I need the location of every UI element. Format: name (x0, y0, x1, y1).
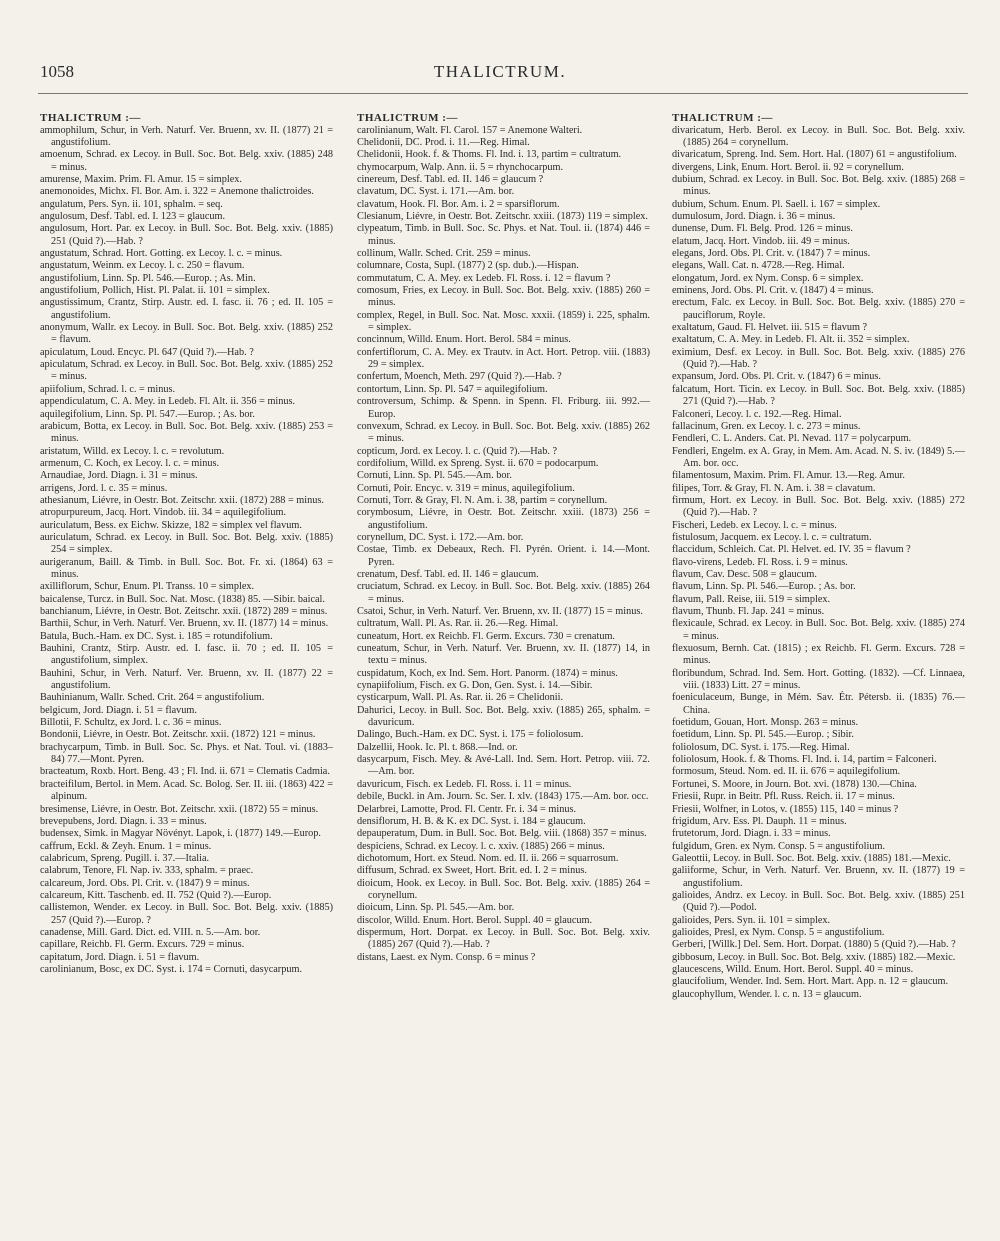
index-entry: Cornuti, Linn. Sp. Pl. 545.—Am. bor. (357, 470, 512, 482)
index-entry: galioides, Presl, ex Nym. Consp. 5 = angustifolium. (672, 926, 885, 938)
index-entry: Bauhini, Schur, in Verh. Naturf. Ver. Bruenn, xv. II. (1877) 22 = angustifolium. (40, 667, 333, 692)
index-entry: aquilegifolium, Linn. Sp. Pl. 547.—Europ. ; As. bor. (40, 408, 255, 420)
index-entry: Batula, Buch.-Ham. ex DC. Syst. i. 185 = rotundifolium. (40, 630, 273, 642)
index-entry: Bauhinianum, Wallr. Sched. Crit. 264 = angustifolium. (40, 692, 265, 704)
index-entry: controversum, Schimp. & Spenn. in Spenn. Fl. Friburg. iii. 992.—Europ. (357, 396, 650, 420)
index-entry: carolinianum, Bosc, ex DC. Syst. i. 174 = Cornuti, dasycarpum. (40, 963, 303, 975)
index-entry: Bondonii, Liévre, in Oestr. Bot. Zeitschr. xxii. (1872) 121 = minus. (40, 729, 316, 741)
index-entry: ammophilum, Schur, in Verh. Naturf. Ver. Bruenn, xv. II. (1877) 21 = angustifolium. (40, 124, 333, 148)
column-2 (357, 112, 650, 964)
index-entry: expansum, Jord. Obs. Pl. Crit. v. (1847) 6 = minus. (672, 371, 881, 383)
index-entry: gibbosum, Lecoy. in Bull. Soc. Bot. Belg. xxiv. (1885) 182.—Mexic. (672, 951, 956, 963)
index-entry: eminens, Jord. Obs. Pl. Crit. v. (1847) 4 = minus. (672, 285, 874, 297)
index-entry: dunense, Dum. Fl. Belg. Prod. 126 = minus. (672, 223, 853, 235)
index-entry: firmum, Hort. ex Lecoy. in Bull. Soc. Bot. Belg. xxiv. (1885) 272 (Quid ?).—Hab. ? (672, 494, 965, 519)
index-entry: davuricum, Fisch. ex Ledeb. Fl. Ross. i. 11 = minus. (357, 778, 572, 790)
index-entry: Dalzellii, Hook. Ic. Pl. t. 868.—Ind. or. (357, 741, 518, 753)
index-entry: concinnum, Willd. Enum. Hort. Berol. 584 = minus. (357, 334, 571, 346)
index-entry: Costae, Timb. ex Debeaux, Rech. Fl. Pyrén. Orient. i. 14.—Mont. Pyren. (357, 544, 650, 568)
index-entry: banchianum, Liévre, in Oestr. Bot. Zeitschr. xxii. (1872) 289 = minus. (40, 606, 328, 617)
index-entry: corynellum, DC. Syst. i. 172.—Am. bor. (357, 531, 524, 543)
index-entry: angustissimum, Crantz, Stirp. Austr. ed. I. fasc. ii. 76 ; ed. II. 105 = angustifolium. (40, 297, 333, 321)
index-entry: diffusum, Schrad. ex Sweet, Hort. Brit. ed. I. 2 = minus. (357, 865, 587, 877)
index-entry: calabricum, Spreng. Pugill. i. 37.—Italia. (40, 852, 210, 864)
index-entry: apiculatum, Loud. Encyc. Pl. 647 (Quid ?).—Hab. ? (40, 346, 254, 358)
index-entry: amurense, Maxim. Prim. Fl. Amur. 15 = simplex. (40, 173, 242, 185)
index-entry: flavo-virens, Ledeb. Fl. Ross. i. 9 = minus. (672, 556, 848, 568)
index-entry: corymbosum, Liévre, in Oestr. Bot. Zeitschr. xxiii. (1873) 256 = angustifolium. (357, 507, 650, 531)
index-entry: atropurpureum, Jacq. Hort. Vindob. iii. 34 = aquilegifolium. (40, 507, 287, 519)
index-entry: Fendleri, Engelm. ex A. Gray, in Mem. Am. Acad. N. S. iv. (1849) 5.—Am. bor. occ. (672, 445, 965, 469)
index-entry: complex, Regel, in Bull. Soc. Nat. Mosc. xxxii. (1859) i. 225, sphalm. = simplex. (357, 309, 650, 334)
index-entry: cruciatum, Schrad. ex Lecoy. in Bull. Soc. Bot. Belg. xxiv. (1885) 264 = minus. (357, 581, 650, 605)
index-entry: Dalingo, Buch.-Ham. ex DC. Syst. i. 175 = foliolosum. (357, 729, 584, 741)
index-entry: Chelidonii, DC. Prod. i. 11.—Reg. Himal. (357, 136, 530, 148)
index-entry: fistulosum, Jacquem. ex Lecoy. l. c. = cultratum. (672, 531, 872, 543)
index-entry: calcareum, Jord. Obs. Pl. Crit. v. (1847) 9 = minus. (40, 877, 250, 889)
index-entry: flavum, Linn. Sp. Pl. 546.—Europ. ; As. bor. (672, 581, 856, 593)
index-entry: divaricatum, Spreng. Ind. Sem. Hort. Hal. (1807) 61 = angustifolium. (672, 149, 957, 161)
index-entry: Fischeri, Ledeb. ex Lecoy. l. c. = minus. (672, 519, 837, 531)
index-entry: elongatum, Jord. ex Nym. Consp. 6 = simplex. (672, 272, 864, 284)
index-entry: contortum, Linn. Sp. Pl. 547 = aquilegifolium. (357, 383, 548, 395)
index-entry: fulgidum, Gren. ex Nym. Consp. 5 = angustifolium. (672, 840, 886, 852)
index-entry: athesianum, Liévre, in Oestr. Bot. Zeitschr. xxii. (1872) 288 = minus. (40, 494, 324, 506)
index-entry: arabicum, Botta, ex Lecoy. in Bull. Soc. Bot. Belg. xxiv. (1885) 253 = minus. (40, 420, 333, 445)
index-entry: angulatum, Pers. Syn. ii. 101, sphalm. = seq. (40, 198, 223, 210)
index-entry: clavatum, Hook. Fl. Bor. Am. i. 2 = sparsiflorum. (357, 198, 560, 210)
index-entry: caffrum, Eckl. & Zeyh. Enum. 1 = minus. (40, 840, 212, 852)
index-entry: Bauhini, Crantz, Stirp. Austr. ed. I. fasc. ii. 70 ; ed. II. 105 = angustifolium, simplex. (40, 643, 333, 667)
index-entry: Arnaudiae, Jord. Diagn. i. 31 = minus. (40, 470, 198, 482)
index-entry: copticum, Jord. ex Lecoy. l. c. (Quid ?).—Hab. ? (357, 445, 558, 457)
index-entry: foetidum, Linn. Sp. Pl. 545.—Europ. ; Sibir. (672, 729, 854, 741)
index-entry: foliolosum, Hook. f. & Thoms. Fl. Ind. i. 14, partim = Falconeri. (672, 754, 937, 766)
index-entry: foliolosum, DC. Syst. i. 175.—Reg. Himal. (672, 741, 850, 753)
index-entry: dubium, Schrad. ex Lecoy. in Bull. Soc. Bot. Belg. xxiv. (1885) 268 = minus. (672, 173, 965, 198)
column-3 (672, 112, 965, 1001)
index-entry: formosum, Steud. Nom. ed. II. ii. 676 = aquilegifolium. (672, 766, 901, 778)
running-title: THALICTRUM. (433, 62, 567, 81)
index-entry: Galeottii, Lecoy. in Bull. Soc. Bot. Belg. xxiv. (1885) 181.—Mexic. (672, 852, 951, 864)
index-entry: aristatum, Willd. ex Lecoy. l. c. = revolutum. (40, 445, 225, 457)
index-entry: clavatum, DC. Syst. i. 171.—Am. bor. (357, 186, 515, 198)
index-entry: flavum, Cav. Desc. 508 = glaucum. (672, 568, 817, 580)
index-entry: erectum, Falc. ex Lecoy. in Bull. Soc. Bot. Belg. xxiv. (1885) 270 = pauciflorum, Royle. (672, 297, 965, 321)
index-entry: cuspidatum, Koch, ex Ind. Sem. Hort. Panorm. (1874) = minus. (357, 667, 618, 679)
index-entry: angustifolium, Linn. Sp. Pl. 546.—Europ. ; As. Min. (40, 272, 256, 284)
index-entry: bresimense, Liévre, in Oestr. Bot. Zeitschr. xxii. (1872) 55 = minus. (40, 803, 319, 815)
index-entry: baicalense, Turcz. in Bull. Soc. Nat. Mosc. (1838) 85. —Sibir. baical. (40, 593, 325, 605)
index-entry: depauperatum, Dum. in Bull. Soc. Bot. Belg. viii. (1868) 357 = minus. (357, 828, 647, 840)
index-entry: falcatum, Hort. Ticin. ex Lecoy. in Bull. Soc. Bot. Belg. xxiv. (1885) 271 (Quid ?).—Hab. ? (672, 383, 965, 408)
index-entry: cuneatum, Hort. ex Reichb. Fl. Germ. Excurs. 730 = crenatum. (357, 630, 615, 642)
page-number: 1058 (40, 62, 74, 81)
index-entry: crenatum, Desf. Tabl. ed. II. 146 = glaucum. (357, 568, 539, 580)
column-heading: THALICTRUM :— (40, 112, 141, 124)
index-entry: dubium, Schum. Enum. Pl. Saell. i. 167 = simplex. (672, 198, 881, 210)
index-entry: Clesianum, Liévre, in Oestr. Bot. Zeitschr. xxiii. (1873) 119 = simplex. (357, 211, 648, 222)
index-entry: anemonoides, Michx. Fl. Bor. Am. i. 322 = Anemone thalictroides. (40, 186, 314, 198)
index-entry: cultratum, Wall. Pl. As. Rar. ii. 26.—Reg. Himal. (357, 618, 559, 630)
index-entry: foeniculaceum, Bunge, in Mém. Sav. Étr. Pétersb. ii. (1835) 76.—China. (672, 692, 965, 716)
index-entry: eximium, Desf. ex Lecoy. in Bull. Soc. Bot. Belg. xxiv. (1885) 276 (Quid ?).—Hab. ? (672, 346, 965, 371)
index-entry: Chelidonii, Hook. f. & Thoms. Fl. Ind. i. 13, partim = cultratum. (357, 149, 622, 161)
index-entry: angustatum, Schrad. Hort. Gotting. ex Lecoy. l. c. = minus. (40, 248, 283, 260)
index-entry: convexum, Schrad. ex Lecoy. in Bull. Soc. Bot. Belg. xxiv. (1885) 262 = minus. (357, 420, 650, 445)
index-entry: callistemon, Wender. ex Lecoy. in Bull. Soc. Bot. Belg. xxiv. (1885) 257 (Quid ?).—Europ. ? (40, 902, 333, 926)
index-entry: capitatum, Jord. Diagn. i. 51 = flavum. (40, 951, 200, 963)
index-entry: glaucophyllum, Wender. l. c. n. 13 = glaucum. (672, 988, 862, 1000)
index-entry: flexicaule, Schrad. ex Lecoy. in Bull. Soc. Bot. Belg. xxiv. (1885) 274 = minus. (672, 618, 965, 642)
index-entry: anonymum, Wallr. ex Lecoy. in Bull. Soc. Bot. Belg. xxiv. (1885) 252 = flavum. (40, 322, 333, 346)
index-entry: axilliflorum, Schur, Enum. Pl. Transs. 10 = simplex. (40, 581, 255, 593)
index-entry: calcareum, Kitt. Taschenb. ed. II. 752 (Quid ?).—Europ. (40, 889, 272, 901)
index-entry: canadense, Mill. Gard. Dict. ed. VIII. n. 5.—Am. bor. (40, 926, 261, 938)
index-entry: clypeatum, Timb. in Bull. Soc. Sc. Phys. et Nat. Toul. ii. (1874) 446 = minus. (357, 223, 650, 247)
index-entry: columnare, Costa, Supl. (1877) 2 (sp. dub.).—Hispan. (357, 260, 579, 272)
index-entry: calabrum, Tenore, Fl. Nap. iv. 333, sphalm. = praec. (40, 865, 254, 877)
index-entry: filipes, Torr. & Gray, Fl. N. Am. i. 38 = clavatum. (672, 482, 876, 494)
index-entry: Delarbrei, Lamotte, Prod. Fl. Centr. Fr. i. 34 = minus. (357, 803, 577, 815)
index-entry: cordifolium, Willd. ex Spreng. Syst. ii. 670 = podocarpum. (357, 457, 599, 469)
index-entry: Cornuti, Poir. Encyc. v. 319 = minus, aquilegifolium. (357, 482, 575, 494)
index-entry: cynapiifolium, Fisch. ex G. Don, Gen. Syst. i. 14.—Sibir. (357, 680, 593, 692)
index-entry: glaucifolium, Wender. Ind. Sem. Hort. Mart. App. n. 12 = glaucum. (672, 976, 949, 988)
index-entry: exaltatum, C. A. Mey. in Ledeb. Fl. Alt. ii. 352 = simplex. (672, 334, 910, 346)
index-entry: densiflorum, H. B. & K. ex DC. Syst. i. 184 = glaucum. (357, 815, 586, 827)
index-entry: fallacinum, Gren. ex Lecoy. l. c. 273 = minus. (672, 420, 861, 432)
index-entry: dichotomum, Hort. ex Steud. Nom. ed. II. ii. 266 = squarrosum. (357, 852, 619, 864)
index-entry: brachycarpum, Timb. in Bull. Soc. Sc. Phys. et Nat. Toul. vi. (1883–84) 77.—Mont. Pyren. (40, 741, 333, 766)
index-entry: amoenum, Schrad. ex Lecoy. in Bull. Soc. Bot. Belg. xxiv. (1885) 248 = minus. (40, 149, 333, 173)
index-entry: chymocarpum, Walp. Ann. ii. 5 = rhynchocarpum. (357, 161, 564, 173)
index-entry: filamentosum, Maxim. Prim. Fl. Amur. 13.—Reg. Amur. (672, 470, 905, 482)
index-entry: arrigens, Jord. l. c. 35 = minus. (40, 482, 168, 494)
index-entry: apiculatum, Schrad. ex Lecoy. in Bull. Soc. Bot. Belg. xxiv. (1885) 252 = minus. (40, 359, 333, 383)
index-entry: floribundum, Schrad. Ind. Sem. Hort. Gotting. (1832). —Cf. Linnaea, viii. (1833) Litt. 27 = minus. (672, 667, 965, 692)
index-entry: Falconeri, Lecoy. l. c. 192.—Reg. Himal. (672, 408, 842, 420)
index-entry: divergens, Link, Enum. Hort. Berol. ii. 92 = corynellum. (672, 161, 904, 173)
index-entry: elatum, Jacq. Hort. Vindob. iii. 49 = minus. (672, 235, 850, 247)
index-entry: flavum, Pall. Reise, iii. 519 = simplex. (672, 593, 831, 605)
index-entry: debile, Buckl. in Am. Journ. Sc. Ser. I. xlv. (1843) 175.—Am. bor. occ. (357, 791, 649, 803)
index-entry: dasycarpum, Fisch. Mey. & Avé-Lall. Ind. Sem. Hort. Petrop. viii. 72.—Am. bor. (357, 754, 650, 778)
column-heading: THALICTRUM :— (357, 112, 458, 124)
index-entry: bracteatum, Roxb. Hort. Beng. 43 ; Fl. Ind. ii. 671 = Clematis Cadmia. (40, 766, 330, 778)
index-entry: frigidum, Arv. Ess. Pl. Dauph. 11 = minus. (672, 815, 847, 827)
index-entry: Barthii, Schur, in Verh. Naturf. Ver. Bruenn, xv. II. (1877) 14 = minus. (40, 618, 329, 630)
index-entry: carolinianum, Walt. Fl. Carol. 157 = Anemone Walteri. (357, 124, 583, 136)
index-entry: Billotii, F. Schultz, ex Jord. l. c. 36 = minus. (40, 717, 222, 729)
index-entry: angulosum, Hort. Par. ex Lecoy. in Bull. Soc. Bot. Belg. xxiv. (1885) 251 (Quid ?).—Hab. ? (40, 223, 333, 247)
index-entry: cinereum, Desf. Tabl. ed. II. 146 = glaucum ? (357, 173, 544, 185)
index-entry: elegans, Wall. Cat. n. 4728.—Reg. Himal. (672, 260, 845, 272)
index-entry: flavum, Thunb. Fl. Jap. 241 = minus. (672, 606, 825, 617)
index-entry: auriculatum, Schrad. ex Lecoy. in Bull. Soc. Bot. Belg. xxiv. (1885) 254 = simplex. (40, 531, 333, 556)
index-entry: flexuosum, Bernh. Cat. (1815) ; ex Reichb. Fl. Germ. Excurs. 728 = minus. (672, 643, 965, 667)
index-entry: discolor, Willd. Enum. Hort. Berol. Suppl. 40 = glaucum. (357, 914, 593, 926)
index-entry: cysticarpum, Wall. Pl. As. Rar. ii. 26 = Chelidonii. (357, 692, 564, 704)
index-entry: capillare, Reichb. Fl. Germ. Excurs. 729 = minus. (40, 939, 245, 951)
index-entry: despiciens, Schrad. ex Lecoy. l. c. xxiv. (1885) 266 = minus. (357, 840, 605, 852)
index-entry: dispermum, Hort. Dorpat. ex Lecoy. in Bull. Soc. Bot. Belg. xxiv. (1885) 267 (Quid ?).—Hab. ? (357, 926, 650, 951)
index-entry: angustatum, Weinm. ex Lecoy. l. c. 250 = flavum. (40, 260, 245, 272)
index-entry: collinum, Wallr. Sched. Crit. 259 = minus. (357, 248, 531, 260)
index-entry: apiifolium, Schrad. l. c. = minus. (40, 383, 176, 395)
index-entry: armenum, C. Koch, ex Lecoy. l. c. = minus. (40, 457, 220, 469)
index-entry: exaltatum, Gaud. Fl. Helvet. iii. 515 = flavum ? (672, 322, 868, 334)
index-entry: frutetorum, Jord. Diagn. i. 33 = minus. (672, 828, 831, 840)
index-entry: Csatoi, Schur, in Verh. Naturf. Ver. Bruenn, xv. II. (1877) 15 = minus. (357, 606, 643, 617)
index-entry: brevepubens, Jord. Diagn. i. 33 = minus. (40, 815, 207, 827)
column-heading: THALICTRUM :— (672, 112, 773, 124)
index-entry: glaucescens, Willd. Enum. Hort. Berol. Suppl. 40 = minus. (672, 963, 914, 975)
index-entry: Fendleri, C. L. Anders. Cat. Pl. Nevad. 117 = polycarpum. (672, 433, 912, 445)
index-entry: confertum, Moench, Meth. 297 (Quid ?).—Hab. ? (357, 371, 562, 383)
index-entry: angulosum, Desf. Tabl. ed. I. 123 = glaucum. (40, 211, 226, 222)
index-entry: dioicum, Linn. Sp. Pl. 545.—Am. bor. (357, 902, 515, 914)
column-1 (40, 112, 333, 976)
index-entry: belgicum, Jord. Diagn. i. 51 = flavum. (40, 704, 197, 716)
index-entry: appendiculatum, C. A. Mey. in Ledeb. Fl. Alt. ii. 356 = minus. (40, 396, 296, 408)
index-entry: Friesii, Rupr. in Beitr. Pfl. Russ. Reich. ii. 17 = minus. (672, 791, 895, 803)
index-entry: angustifolium, Pollich, Hist. Pl. Palat. ii. 101 = simplex. (40, 285, 270, 297)
index-entry: cuneatum, Schur, in Verh. Naturf. Ver. Bruenn, xv. II. (1877) 14, in textu = minus. (357, 643, 650, 667)
index-entry: flaccidum, Schleich. Cat. Pl. Helvet. ed. IV. 35 = flavum ? (672, 544, 911, 556)
index-entry: elegans, Jord. Obs. Pl. Crit. v. (1847) 7 = minus. (672, 248, 871, 260)
index-entry: distans, Laest. ex Nym. Consp. 6 = minus ? (357, 951, 536, 963)
header-rule (38, 93, 968, 94)
index-entry: aurigeranum, Baill. & Timb. in Bull. Soc. Bot. Fr. xi. (1864) 63 = minus. (40, 556, 333, 580)
index-entry: galiiforme, Schur, in Verh. Naturf. Ver. Bruenn, xv. II. (1877) 19 = angustifolium. (672, 865, 965, 889)
index-entry: Friesii, Wolfner, in Lotos, v. (1855) 115, 140 = minus ? (672, 803, 899, 815)
index-entry: commutatum, C. A. Mey. ex Ledeb. Fl. Ross. i. 12 = flavum ? (357, 272, 611, 284)
index-entry: dioicum, Hook. ex Lecoy. in Bull. Soc. Bot. Belg. xxiv. (1885) 264 = corynellum. (357, 877, 650, 901)
index-entry: galioides, Pers. Syn. ii. 101 = simplex. (672, 914, 831, 926)
index-entry: confertiflorum, C. A. Mey. ex Trautv. in Act. Hort. Petrop. viii. (1883) 29 = simplex. (357, 346, 650, 371)
index-entry: comosum, Fries, ex Lecoy. in Bull. Soc. Bot. Belg. xxiv. (1885) 260 = minus. (357, 285, 650, 309)
index-entry: Gerberi, [Willk.] Del. Sem. Hort. Dorpat. (1880) 5 (Quid ?).—Hab. ? (672, 939, 956, 951)
index-entry: foetidum, Gouan, Hort. Monsp. 263 = minus. (672, 717, 859, 729)
index-entry: Cornuti, Torr. & Gray, Fl. N. Am. i. 38, partim = corynellum. (357, 494, 608, 506)
index-entry: auriculatum, Bess. ex Eichw. Skizze, 182 = simplex vel flavum. (40, 519, 302, 531)
index-entry: budensex, Simk. in Magyar Növényt. Lapok, i. (1877) 149.—Europ. (40, 828, 321, 840)
index-entry: Dahurici, Lecoy. in Bull. Soc. Bot. Belg. xxiv. (1885) 265, sphalm. = davuricum. (357, 704, 650, 729)
index-entry: dumulosum, Jord. Diagn. i. 36 = minus. (672, 211, 836, 222)
index-entry: Fortunei, S. Moore, in Journ. Bot. xvi. (1878) 130.—China. (672, 778, 917, 790)
index-entry: bracteifilum, Bertol. in Mem. Acad. Sc. Bolog. Ser. II. iii. (1863) 422 = alpinum. (40, 778, 333, 803)
index-entry: divaricatum, Herb. Berol. ex Lecoy. in Bull. Soc. Bot. Belg. xxiv. (1885) 264 = corynellum. (672, 124, 965, 148)
index-entry: galioides, Andrz. ex Lecoy. in Bull. Soc. Bot. Belg. xxiv. (1885) 251 (Quid ?).—Podol. (672, 889, 965, 914)
